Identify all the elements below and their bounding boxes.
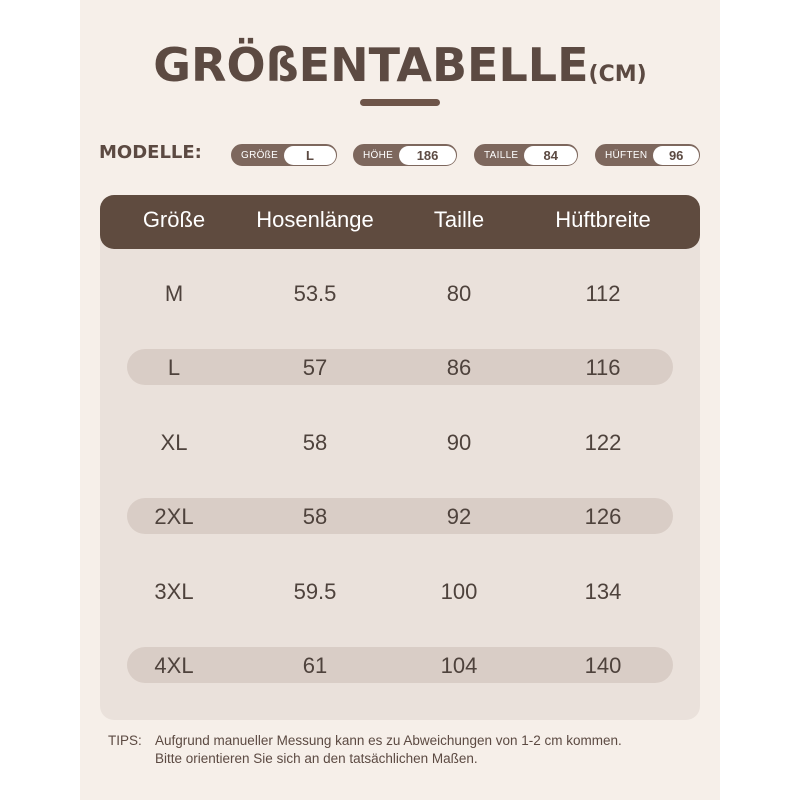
models-label: MODELLE: — [99, 142, 202, 163]
model-pill-waist — [474, 144, 578, 166]
pill-value: L — [284, 146, 336, 165]
cell-hips: 122 — [584, 430, 622, 455]
header-length: Hosenlänge — [256, 207, 374, 232]
cell-length: 58 — [302, 504, 328, 529]
page-title — [0, 38, 800, 92]
cell-size: M — [164, 281, 184, 306]
cell-waist: 92 — [446, 504, 472, 529]
title-unit: (CM) — [588, 62, 647, 87]
cell-length: 61 — [302, 653, 328, 678]
header-waist: Taille — [433, 207, 485, 232]
cell-hips: 126 — [584, 504, 622, 529]
cell-waist: 90 — [446, 430, 472, 455]
pill-value: 84 — [524, 146, 577, 165]
cell-waist: 86 — [446, 355, 472, 380]
tips-text — [155, 732, 715, 768]
title-main: GRÖßENTABELLE — [153, 38, 589, 92]
cell-waist: 80 — [446, 281, 472, 306]
model-pill-size — [231, 144, 337, 166]
cell-length: 59.5 — [293, 579, 337, 604]
model-pill-height — [353, 144, 457, 166]
cell-hips: 140 — [584, 653, 622, 678]
pill-key: HÜFTEN — [605, 149, 648, 161]
cell-size: XL — [160, 430, 188, 455]
cell-size: 4XL — [154, 653, 194, 678]
cell-waist: 104 — [440, 653, 478, 678]
model-pill-hips — [595, 144, 700, 166]
tips-line-2: Bitte orientieren Sie sich an den tatsächlichen Maßen. — [155, 751, 478, 766]
cell-length: 58 — [302, 430, 328, 455]
size-table — [100, 195, 700, 720]
pill-key: TAILLE — [484, 149, 519, 161]
cell-hips: 112 — [585, 281, 621, 306]
header-size: Größe — [142, 207, 206, 232]
tips-line-1: Aufgrund manueller Messung kann es zu Abweichungen von 1-2 cm kommen. — [155, 733, 622, 748]
cell-size: 2XL — [154, 504, 194, 529]
header-hips: Hüftbreite — [555, 207, 651, 232]
title-underline — [360, 99, 440, 106]
cell-size: L — [167, 355, 181, 380]
cell-length: 57 — [302, 355, 328, 380]
cell-waist: 100 — [440, 579, 478, 604]
cell-hips: 116 — [585, 355, 621, 380]
pill-key: GRÖßE — [241, 149, 279, 161]
tips-label: TIPS: — [108, 733, 142, 748]
pill-value: 96 — [653, 146, 699, 165]
cell-hips: 134 — [584, 579, 622, 604]
pill-value: 186 — [399, 146, 456, 165]
cell-size: 3XL — [154, 579, 194, 604]
pill-key: HÖHE — [363, 149, 394, 161]
cell-length: 53.5 — [293, 281, 337, 306]
